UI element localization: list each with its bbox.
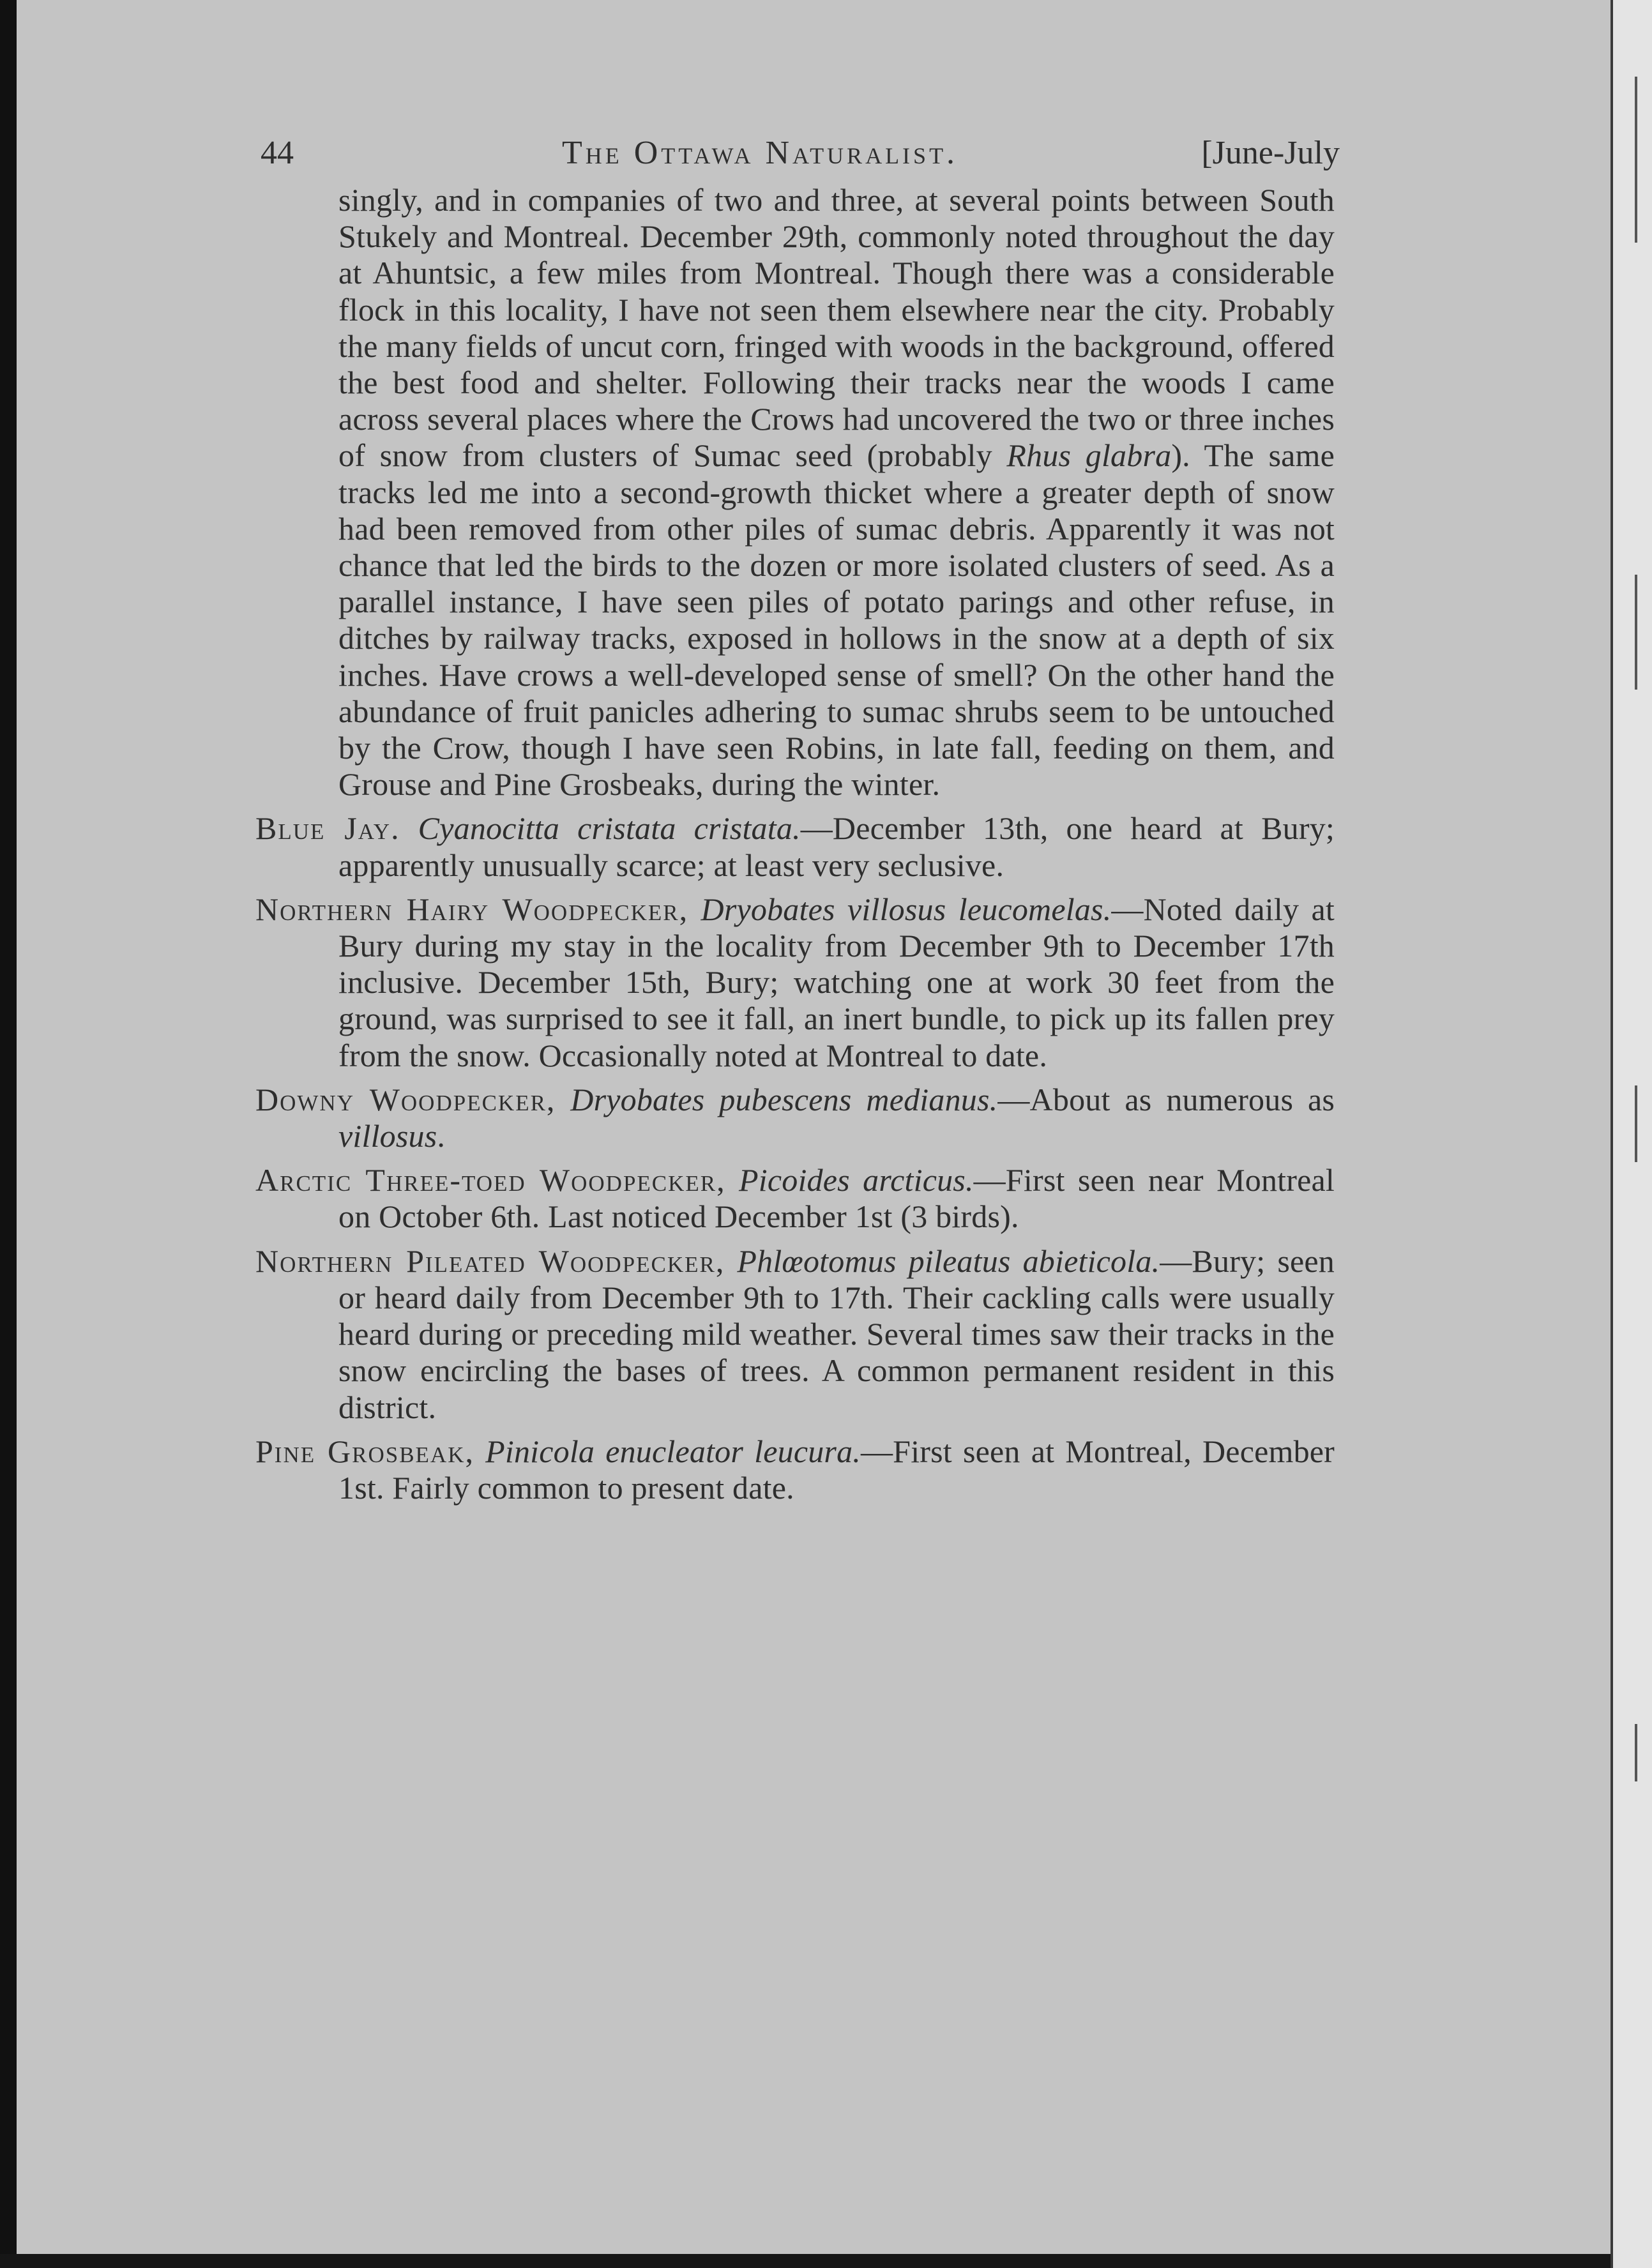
issue-label: [June-July [1201, 135, 1340, 171]
species-latin: Dryobates villosus leucomelas. [701, 891, 1112, 927]
species-notes: —First seen near Montreal on October 6th. Last noticed December 1st (3 birds). [338, 1162, 1335, 1235]
species-entry [255, 1162, 1335, 1235]
species-notes: —First seen at Montreal, December 1st. Fairly common to present date. [338, 1433, 1335, 1506]
species-name: Pine Grosbeak, [255, 1433, 474, 1469]
species-latin: Cyanocitta cristata cristata. [418, 810, 801, 847]
scan-border-right [1610, 0, 1652, 2268]
species-entry: Downy Woodpecker, Dryobates pubescens medianus.—About as numerous as villosus. [255, 1081, 1335, 1154]
species-entry [255, 1243, 1335, 1426]
species-name: Northern Pileated Woodpecker, [255, 1243, 725, 1279]
species-notes: —December 13th, one heard at Bury; apparently unusually scarce; at least very seclusive. [338, 810, 1335, 883]
species-name: Northern Hairy Woodpecker, [255, 891, 689, 927]
species-latin: Dryobates pubescens medianus. [570, 1081, 998, 1117]
scan-border-left [0, 0, 17, 2268]
page-number: 44 [261, 135, 294, 171]
document-page [255, 125, 1340, 1506]
species-latin: Phlœotomus pileatus abieticola. [737, 1243, 1160, 1279]
species-name: Blue Jay. [255, 810, 400, 847]
scan-border-bottom [0, 2254, 1610, 2268]
species-entry [255, 810, 1335, 883]
species-notes: —Bury; seen or heard daily from December 9th to 17th. Their cackling calls were usually heard during or preceding mild weather. Several times saw their tracks in the snow encircling the bases of trees. A common permanent resident in this district. [338, 1243, 1335, 1425]
species-entry [255, 891, 1335, 1074]
species-name: Arctic Three-toed Woodpecker, [255, 1162, 726, 1198]
species-notes: —Noted daily at Bury during my stay in the locality from December 9th to December 17th inclusive. December 15th, Bury; watching one at work 30 feet from the ground, was surprised to see it fall, an inert bundle, to pick up its fallen prey from the snow. Occasionally noted at Montreal to date. [338, 891, 1335, 1073]
article-body [255, 182, 1335, 1506]
intro-paragraph: singly, and in companies of two and three, at several points between South Stukely and Montreal. December 29th, commonly noted throughout the day at Ahuntsic, a few miles from Montreal. Though there was a considerable flock in this locality, I have not seen them elsewhere near the city. Probably the many fields of uncut corn, fringed with woods in the background, offered the best food and shelter. Following their tracks near the woods I came across several places where the Crows had uncovered the two or three inches of snow from clusters of Sumac seed (probably Rhus glabra). The same tracks led me into a second-growth thicket where a greater depth of snow had been removed from other piles of sumac debris. Apparently it was not chance that led the birds to the dozen or more isolated clusters of seed. As a parallel instance, I have seen piles of potato parings and other refuse, in ditches by railway tracks, exposed in hollows in the snow at a depth of six inches. Have crows a well-developed sense of smell? On the other hand the abundance of fruit panicles adhering to sumac shrubs seem to be untouched by the Crow, though I have seen Robins, in late fall, feeding on them, and Grouse and Pine Grosbeaks, during the winter. [338, 182, 1335, 803]
species-notes: —About as numerous as [997, 1081, 1335, 1117]
species-latin: Picoides arcticus. [739, 1162, 974, 1198]
species-latin: Pinicola enucleator leucura. [485, 1433, 861, 1469]
journal-title: The Ottawa Naturalist. [562, 135, 959, 171]
species-notes-italic: villosus [338, 1118, 437, 1154]
species-name: Downy Woodpecker, [255, 1081, 556, 1117]
running-head [255, 125, 1340, 182]
species-entry [255, 1433, 1335, 1506]
